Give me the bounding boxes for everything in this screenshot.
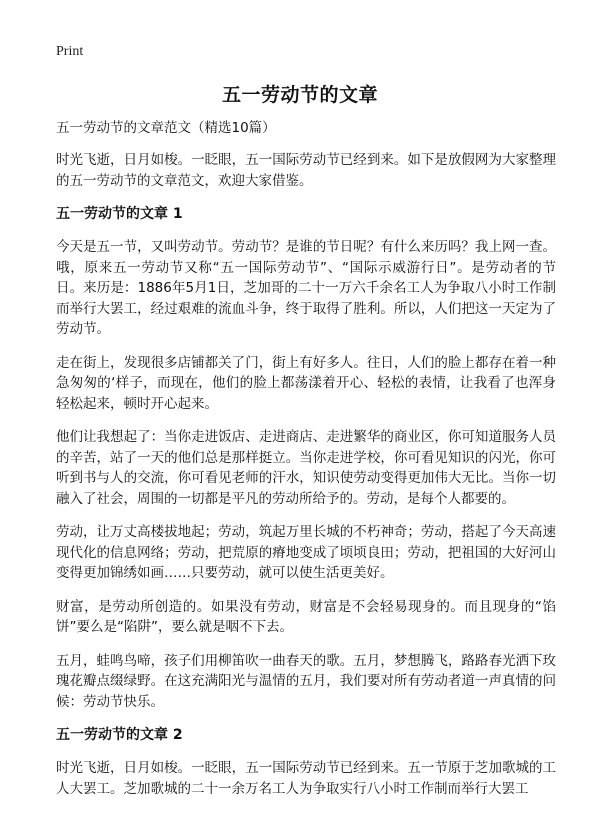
intro-paragraph: 时光飞逝，日月如梭。一眨眼，五一国际劳动节已经到来。如下是放假网为大家整理的五一劳动节的文章范文，欢迎大家借鉴。 — [56, 152, 556, 189]
print-label[interactable]: Print — [56, 44, 84, 59]
section-heading-2: 五一劳动节的文章 2 — [56, 727, 183, 743]
article-body — [56, 118, 556, 812]
section-1-paragraph-1: 今天是五一节，又叫劳动节。劳动节？是谁的节日呢？有什么来历吗？我上网一查。哦，原来五一劳动节又称“五一国际劳动节”、“国际示威游行日”。是劳动者的节日。来历是：1886年5月1日，芝加哥的二十一万六千余名工人为争取八小时工作制而举行大罢工，经过艰难的流血斗争，终于取得了胜利。所以，人们把这一天定为了劳动节。 — [56, 239, 556, 337]
article-subtitle: 五一劳动节的文章范文（精选10篇） — [56, 120, 276, 136]
section-1-paragraph-4: 劳动，让万丈高楼拔地起；劳动，筑起万里长城的不朽神奇；劳动，搭起了今天高速现代化的信息网络；劳动，把荒原的瘠地变成了顷顷良田；劳动，把祖国的大好河山变得更加锦绣如画……只要劳动，就可以使生活更美好。 — [56, 524, 556, 581]
section-1-paragraph-2: 走在街上，发现很多店铺都关了门，街上有好多人。往日，人们的脸上都存在着一种急匆匆的‘样子，而现在，他们的脸上都荡漾着开心、轻松的表情，让我看了也浑身轻松起来，顿时开心起来。 — [56, 354, 556, 412]
section-heading-1: 五一劳动节的文章 1 — [56, 206, 183, 222]
section-2-paragraph-1: 时光飞逝，日月如梭。一眨眼，五一国际劳动节已经到来。五一节原于芝加歌城的工人大罢工。芝加歌城的二十一余万名工人为争取实行八小时工作制而举行大罢工 — [56, 760, 556, 797]
page-title: 五一劳动节的文章 — [221, 84, 378, 106]
section-1-paragraph-5: 财富，是劳动所创造的。如果没有劳动，财富是不会轻易现身的。而且现身的“馅饼”要么是“陷阱”，要么就是咽不下去。 — [56, 598, 556, 635]
section-1-paragraph-6: 五月，蛙鸣鸟啼，孩子们用柳笛吹一曲春天的歌。五月，梦想腾飞，路路春光洒下玫瑰花瓣点缀绿野。在这充满阳光与温情的五月，我们要对所有劳动者道一声真情的问候：劳动节快乐。 — [56, 652, 556, 710]
section-1-paragraph-3: 他们让我想起了：当你走进饭店、走进商店、走进繁华的商业区，你可知道服务人员的辛苦，站了一天的他们总是那样挺立。当你走进学校，你可看见知识的闪光，你可听到书与人的交流，你可看见老师的汗水，知识使劳动变得更加伟大无比。当你一切融入了社会，周围的一切都是平凡的劳动所给予的。劳动，是每个人都要的。 — [56, 429, 556, 507]
